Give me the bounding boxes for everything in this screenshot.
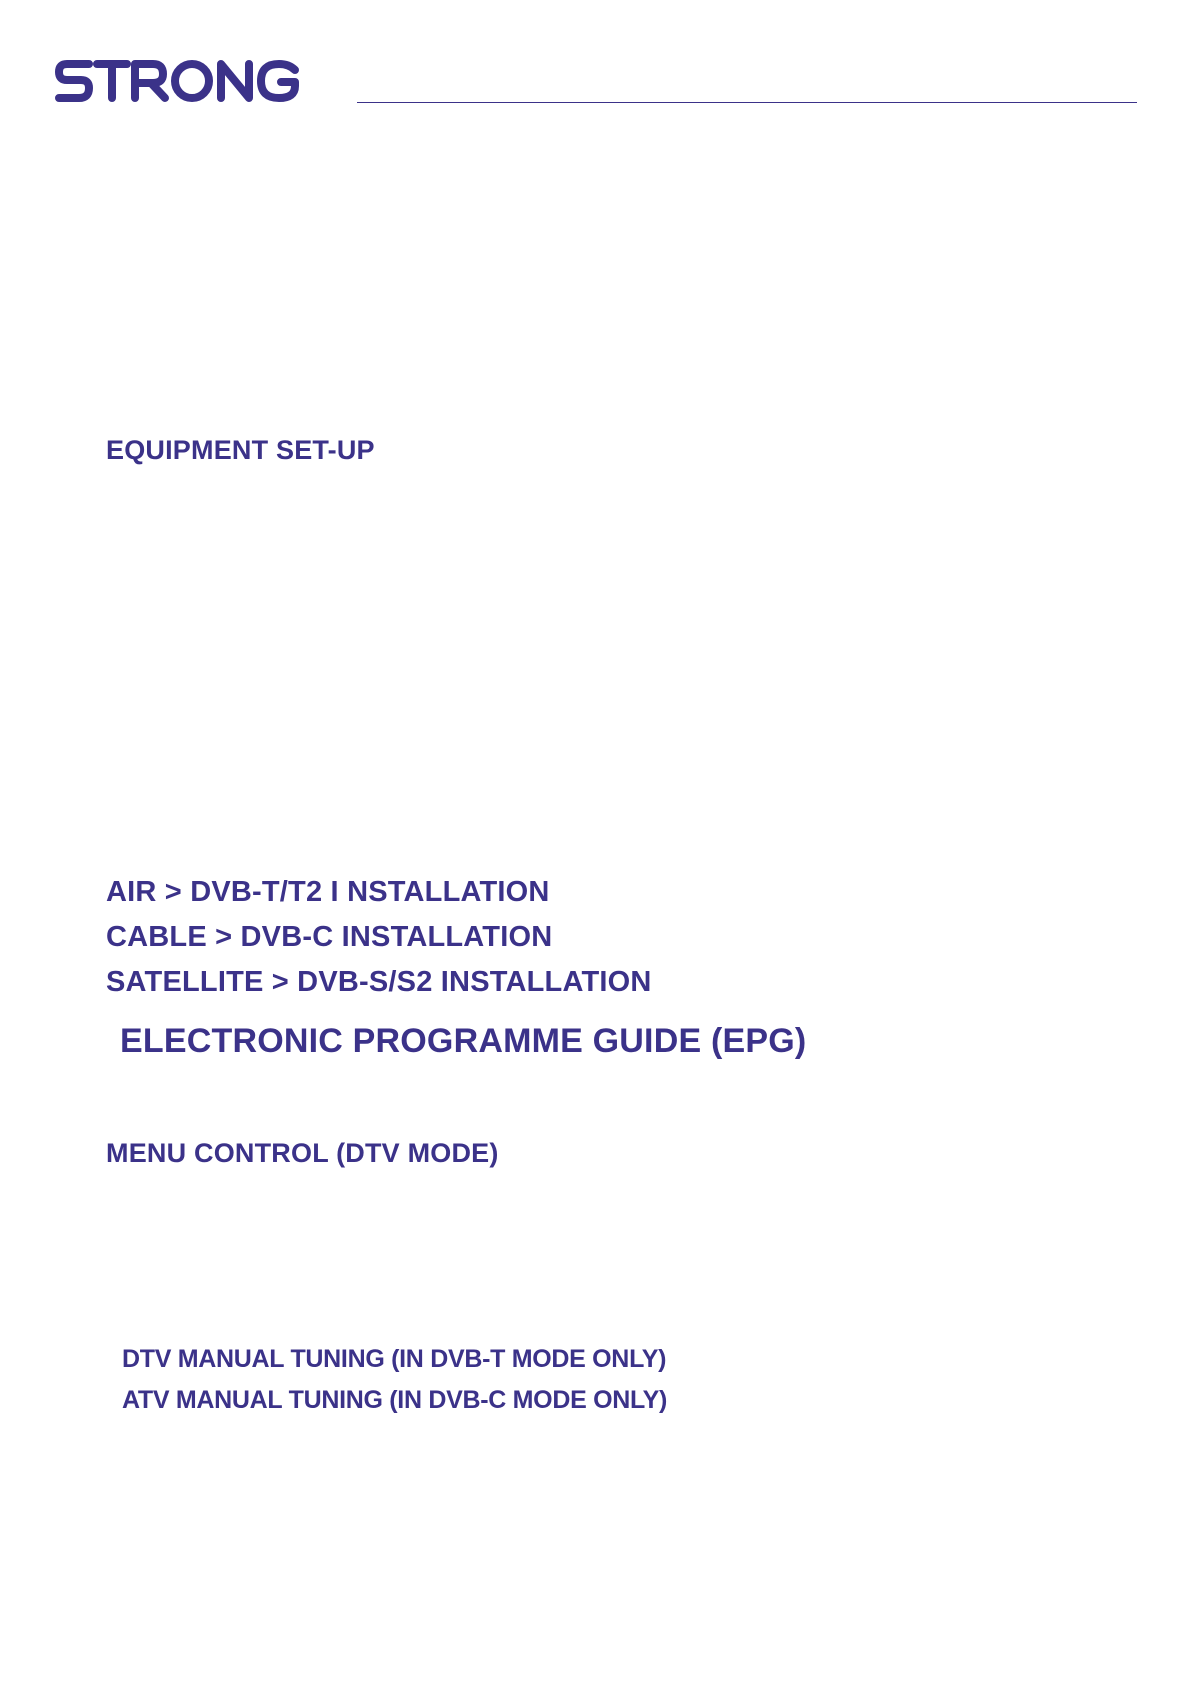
heading-dtv-manual-tuning: DTV MANUAL TUNING (IN DVB-T MODE ONLY) — [122, 1345, 667, 1373]
heading-cable-installation: CABLE > DVB-C INSTALLATION — [106, 921, 553, 953]
heading-epg: ELECTRONIC PROGRAMME GUIDE (EPG) — [120, 1022, 807, 1060]
heading-satellite-installation: SATELLITE > DVB-S/S2 INSTALLATION — [106, 966, 652, 998]
heading-atv-manual-tuning: ATV MANUAL TUNING (IN DVB-C MODE ONLY) — [122, 1386, 668, 1414]
heading-air-installation: AIR > DVB-T/T2 I NSTALLATION — [106, 876, 550, 908]
strong-logo — [55, 52, 305, 112]
heading-menu-control: MENU CONTROL (DTV MODE) — [106, 1138, 499, 1168]
header-rule — [357, 102, 1137, 103]
heading-equipment-setup: EQUIPMENT SET-UP — [106, 435, 375, 465]
